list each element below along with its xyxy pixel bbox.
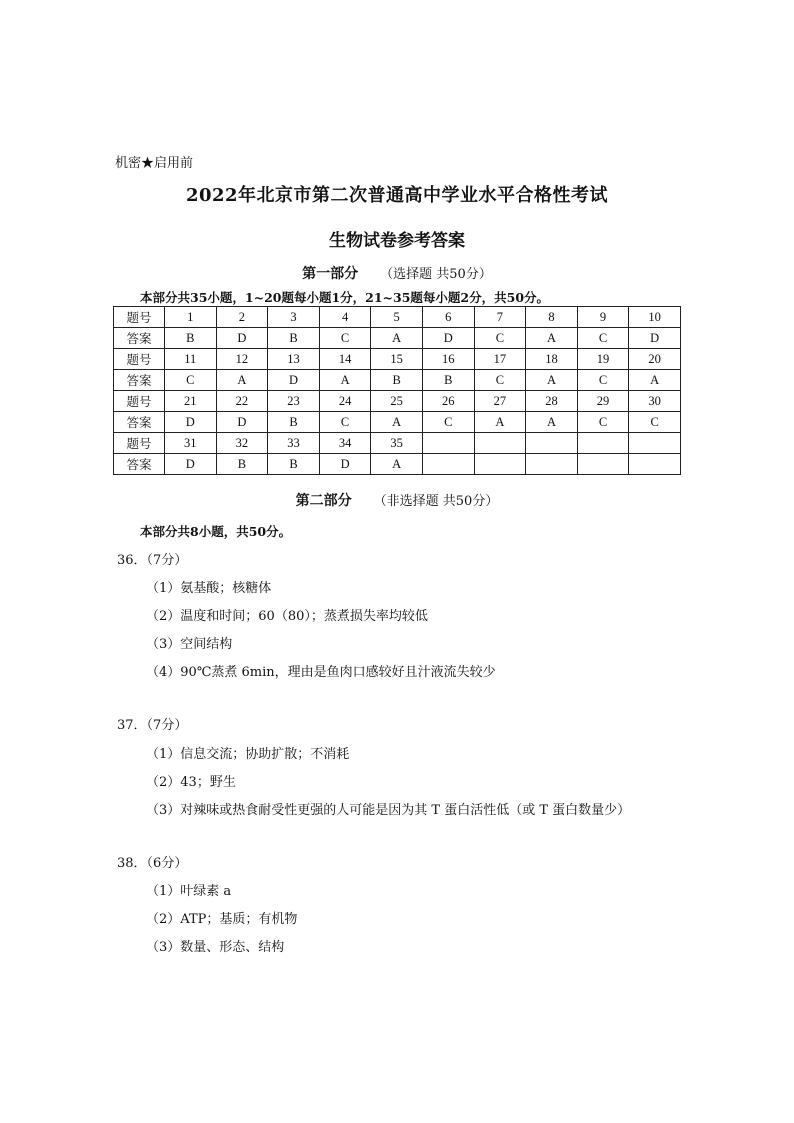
table-cell: 35 — [371, 433, 423, 454]
table-cell: 28 — [526, 391, 578, 412]
part1-heading — [0, 263, 794, 283]
table-cell: 14 — [319, 349, 371, 370]
table-cell: 23 — [268, 391, 320, 412]
table-cell: 2 — [216, 307, 268, 328]
table-cell: A — [319, 370, 371, 391]
table-cell: 17 — [474, 349, 526, 370]
table-cell: C — [319, 412, 371, 433]
exam-title: 2022年北京市第二次普通高中学业水平合格性考试 — [185, 185, 609, 206]
table-cell: 6 — [422, 307, 474, 328]
part2-name: 第二部分 — [295, 493, 352, 509]
table-cell: D — [319, 454, 371, 475]
table-cell — [526, 433, 578, 454]
table-cell: 13 — [268, 349, 320, 370]
table-cell: B — [268, 328, 320, 349]
answer-line: （3）空间结构 — [146, 637, 233, 652]
table-cell: D — [216, 328, 268, 349]
table-cell: C — [474, 328, 526, 349]
table-cell: 27 — [474, 391, 526, 412]
table-cell: 19 — [577, 349, 629, 370]
table-cell: 31 — [165, 433, 217, 454]
table-row — [114, 307, 681, 328]
table-cell: 21 — [165, 391, 217, 412]
table-cell — [422, 454, 474, 475]
table-row-header: 答案 — [114, 328, 165, 349]
table-row — [114, 391, 681, 412]
table-cell — [629, 433, 681, 454]
table-cell: A — [371, 454, 423, 475]
answer-line: （2）ATP；基质；有机物 — [146, 912, 298, 927]
table-cell: C — [577, 328, 629, 349]
table-cell: 9 — [577, 307, 629, 328]
table-cell: 11 — [165, 349, 217, 370]
table-cell: C — [577, 412, 629, 433]
table-cell: C — [577, 370, 629, 391]
table-row — [114, 454, 681, 475]
table-row — [114, 433, 681, 454]
answer-line: （1）叶绿素 a — [146, 884, 232, 899]
table-cell: 22 — [216, 391, 268, 412]
table-cell: 15 — [371, 349, 423, 370]
answer-key-subtitle: 生物试卷参考答案 — [329, 231, 465, 251]
table-row-header: 题号 — [114, 391, 165, 412]
answer-line: （2）温度和时间；60（80）；蒸煮损失率均较低 — [146, 609, 428, 624]
question-label: 37．（7分） — [117, 718, 188, 733]
answer-line: （2）43；野生 — [146, 775, 236, 790]
part2-instructions: 本部分共8小题，共50分。 — [140, 524, 292, 539]
answer-line: （1）氨基酸；核糖体 — [146, 581, 272, 596]
table-cell: 30 — [629, 391, 681, 412]
table-cell — [577, 433, 629, 454]
table-cell: 24 — [319, 391, 371, 412]
table-cell: 25 — [371, 391, 423, 412]
table-cell: 29 — [577, 391, 629, 412]
table-cell: 10 — [629, 307, 681, 328]
table-row-header: 答案 — [114, 370, 165, 391]
question-label: 38．（6分） — [117, 856, 188, 871]
part1-note: （选择题 共50分） — [380, 267, 492, 282]
table-cell: 5 — [371, 307, 423, 328]
table-cell: B — [268, 454, 320, 475]
table-cell: 1 — [165, 307, 217, 328]
table-cell — [422, 433, 474, 454]
table-cell: 34 — [319, 433, 371, 454]
table-cell: A — [371, 412, 423, 433]
part1-name: 第一部分 — [302, 266, 359, 282]
table-cell — [474, 454, 526, 475]
table-cell: 32 — [216, 433, 268, 454]
table-row-header: 答案 — [114, 454, 165, 475]
table-cell — [526, 454, 578, 475]
table-cell: 8 — [526, 307, 578, 328]
part2-heading — [0, 490, 794, 510]
table-cell: B — [268, 412, 320, 433]
table-cell: C — [165, 370, 217, 391]
table-cell: C — [629, 412, 681, 433]
table-cell: 3 — [268, 307, 320, 328]
table-cell: 12 — [216, 349, 268, 370]
table-cell: 20 — [629, 349, 681, 370]
table-cell: 33 — [268, 433, 320, 454]
table-cell — [577, 454, 629, 475]
table-cell: 4 — [319, 307, 371, 328]
table-cell: 26 — [422, 391, 474, 412]
table-cell: A — [526, 328, 578, 349]
table-cell: C — [474, 370, 526, 391]
table-cell: D — [216, 412, 268, 433]
table-row — [114, 328, 681, 349]
table-cell: C — [422, 412, 474, 433]
table-cell: 7 — [474, 307, 526, 328]
answer-line: （3）对辣味或热食耐受性更强的人可能是因为其 T 蛋白活性低（或 T 蛋白数量少） — [146, 803, 631, 818]
table-cell: A — [629, 370, 681, 391]
table-row — [114, 349, 681, 370]
answer-table — [113, 306, 681, 475]
table-cell: A — [526, 370, 578, 391]
answer-line: （4）90℃蒸煮 6min，理由是鱼肉口感较好且汁液流失较少 — [146, 665, 496, 680]
question-label: 36．（7分） — [117, 553, 188, 568]
table-cell: D — [422, 328, 474, 349]
table-row-header: 题号 — [114, 433, 165, 454]
answer-line: （3）数量、形态、结构 — [146, 940, 285, 955]
table-cell: A — [371, 328, 423, 349]
table-cell: A — [526, 412, 578, 433]
table-cell: B — [216, 454, 268, 475]
confidential-label: 机密★启用前 — [115, 156, 194, 171]
table-cell — [474, 433, 526, 454]
table-cell: D — [268, 370, 320, 391]
table-cell: C — [319, 328, 371, 349]
table-cell: D — [165, 412, 217, 433]
table-cell: D — [165, 454, 217, 475]
table-cell: B — [165, 328, 217, 349]
table-row — [114, 412, 681, 433]
table-cell: B — [371, 370, 423, 391]
table-cell: 18 — [526, 349, 578, 370]
table-cell: A — [474, 412, 526, 433]
table-row — [114, 370, 681, 391]
table-cell: 16 — [422, 349, 474, 370]
answer-line: （1）信息交流；协助扩散；不消耗 — [146, 747, 350, 762]
table-cell — [629, 454, 681, 475]
part2-note: （非选择题 共50分） — [373, 494, 499, 509]
table-cell: D — [629, 328, 681, 349]
part1-instructions: 本部分共35小题，1~20题每小题1分，21~35题每小题2分，共50分。 — [140, 290, 550, 305]
table-row-header: 答案 — [114, 412, 165, 433]
table-row-header: 题号 — [114, 349, 165, 370]
table-cell: A — [216, 370, 268, 391]
table-row-header: 题号 — [114, 307, 165, 328]
table-cell: B — [422, 370, 474, 391]
